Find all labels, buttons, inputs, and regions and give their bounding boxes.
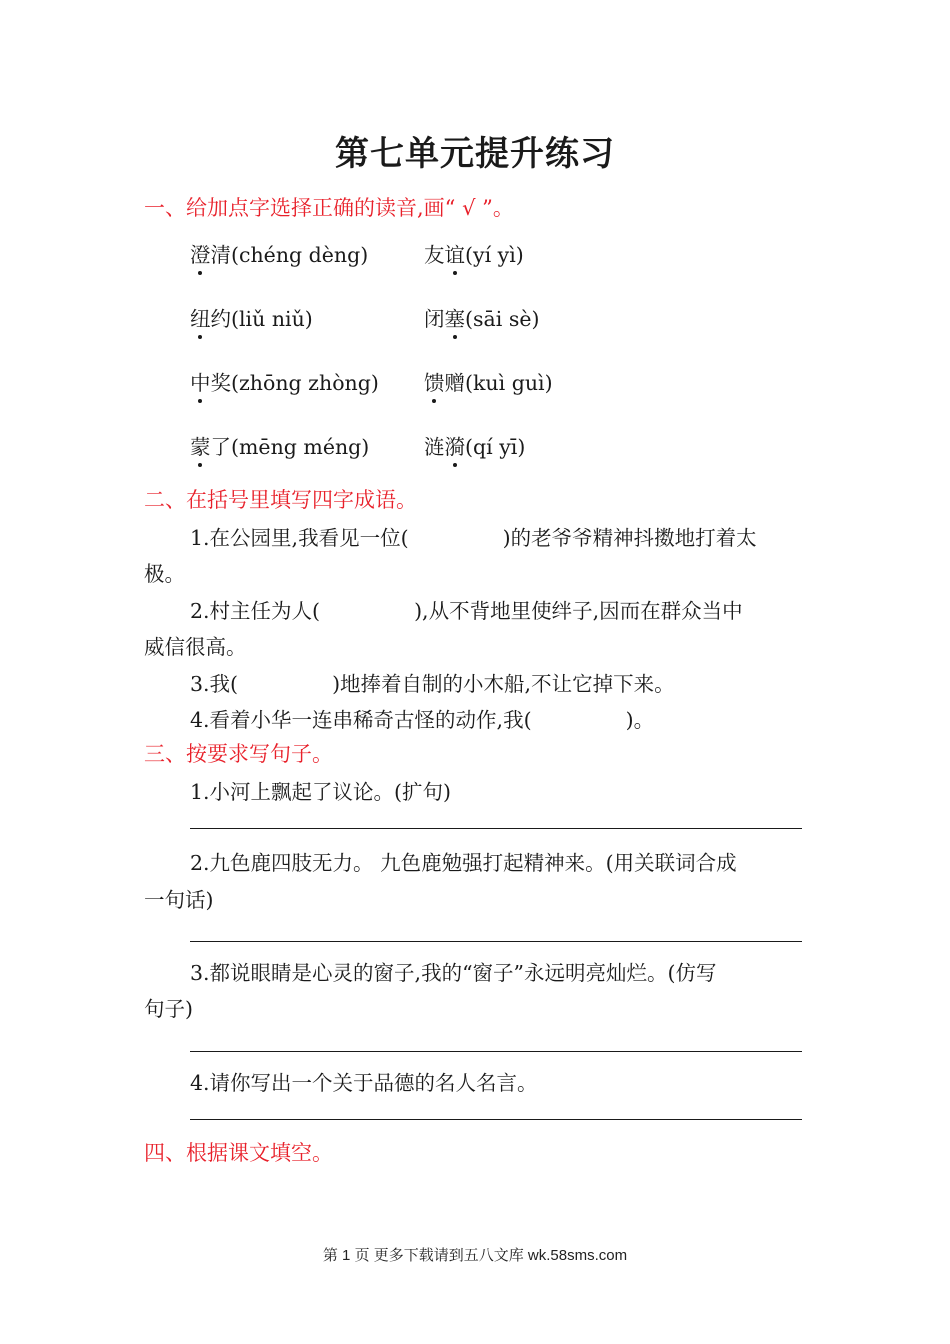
section-1-heading: 一、给加点字选择正确的读音,画“ √ ”。: [144, 196, 514, 220]
dotted-char: 蒙: [190, 430, 211, 460]
page-title: 第七单元提升练习: [335, 134, 615, 174]
item-char: 闭: [424, 307, 445, 331]
pinyin-options: (yí yì): [465, 243, 524, 267]
question-text: 1.在公园里,我看见一位(: [190, 526, 409, 550]
pinyin-options: (qí yī): [465, 435, 526, 459]
question-text: )的老爷爷精神抖擞地打着太: [502, 526, 757, 550]
dotted-char: 谊: [445, 238, 466, 268]
dotted-char: 塞: [445, 302, 466, 332]
question-text: 3.我(: [190, 672, 239, 696]
item-char: 赠: [444, 371, 465, 395]
section-2-heading: 二、在括号里填写四字成语。: [144, 488, 417, 512]
pinyin-item: [190, 302, 313, 332]
question-3-2: 2.九色鹿四肢无力。 九色鹿勉强打起精神来。(用关联词合成: [190, 851, 737, 875]
dotted-char: 纽: [190, 302, 211, 332]
dotted-char: 澄: [190, 238, 211, 268]
pinyin-item: [190, 366, 379, 396]
question-text: )地捧着自制的小木船,不让它掉下来。: [332, 672, 675, 696]
question-text: )。: [625, 708, 655, 732]
pinyin-options: (kuì guì): [465, 371, 553, 395]
question-3-1: 1.小河上飘起了议论。(扩句): [190, 780, 452, 804]
question-2-4: [190, 703, 654, 733]
pinyin-item: [424, 302, 539, 332]
pinyin-item: [424, 238, 524, 268]
question-2-2-cont: 威信很高。: [144, 635, 247, 659]
item-char: 奖: [210, 371, 231, 395]
section-4-heading: 四、根据课文填空。: [144, 1141, 333, 1165]
question-3-3-cont: 句子): [144, 997, 193, 1021]
question-3-2-cont: 一句话): [144, 888, 214, 912]
pinyin-item: [190, 238, 368, 268]
answer-line[interactable]: [190, 1119, 802, 1120]
pinyin-options: (zhōng zhòng): [231, 371, 379, 395]
item-char: 了: [210, 435, 231, 459]
pinyin-options: (sāi sè): [465, 307, 540, 331]
dotted-char: 中: [190, 366, 211, 396]
page-footer: 第 1 页 更多下载请到五八文库 wk.58sms.com: [322, 1247, 628, 1264]
question-text: ),从不背地里使绊子,因而在群众当中: [414, 599, 743, 623]
question-2-3: [190, 667, 675, 697]
item-char: 约: [210, 307, 231, 331]
question-2-1-cont: 极。: [144, 562, 185, 586]
section-3-heading: 三、按要求写句子。: [144, 742, 333, 766]
question-3-3: 3.都说眼睛是心灵的窗子,我的“窗子”永远明亮灿烂。(仿写: [190, 961, 717, 985]
dotted-char: 漪: [445, 430, 466, 460]
question-2-1: [190, 521, 757, 551]
pinyin-item: [424, 366, 553, 396]
answer-line[interactable]: [190, 941, 802, 942]
pinyin-item: [190, 430, 369, 460]
item-char: 清: [210, 243, 231, 267]
dotted-char: 馈: [424, 366, 445, 396]
question-text: 2.村主任为人(: [190, 599, 321, 623]
pinyin-item: [424, 430, 525, 460]
answer-line[interactable]: [190, 828, 802, 829]
pinyin-options: (liǔ niǔ): [231, 307, 313, 331]
item-char: 涟: [424, 435, 445, 459]
question-2-2: [190, 594, 743, 624]
question-text: 4.看着小华一连串稀奇古怪的动作,我(: [190, 708, 532, 732]
item-char: 友: [424, 243, 445, 267]
pinyin-options: (chéng dèng): [231, 243, 369, 267]
answer-line[interactable]: [190, 1051, 802, 1052]
question-3-4: 4.请你写出一个关于品德的名人名言。: [190, 1071, 538, 1095]
pinyin-options: (mēng méng): [231, 435, 370, 459]
